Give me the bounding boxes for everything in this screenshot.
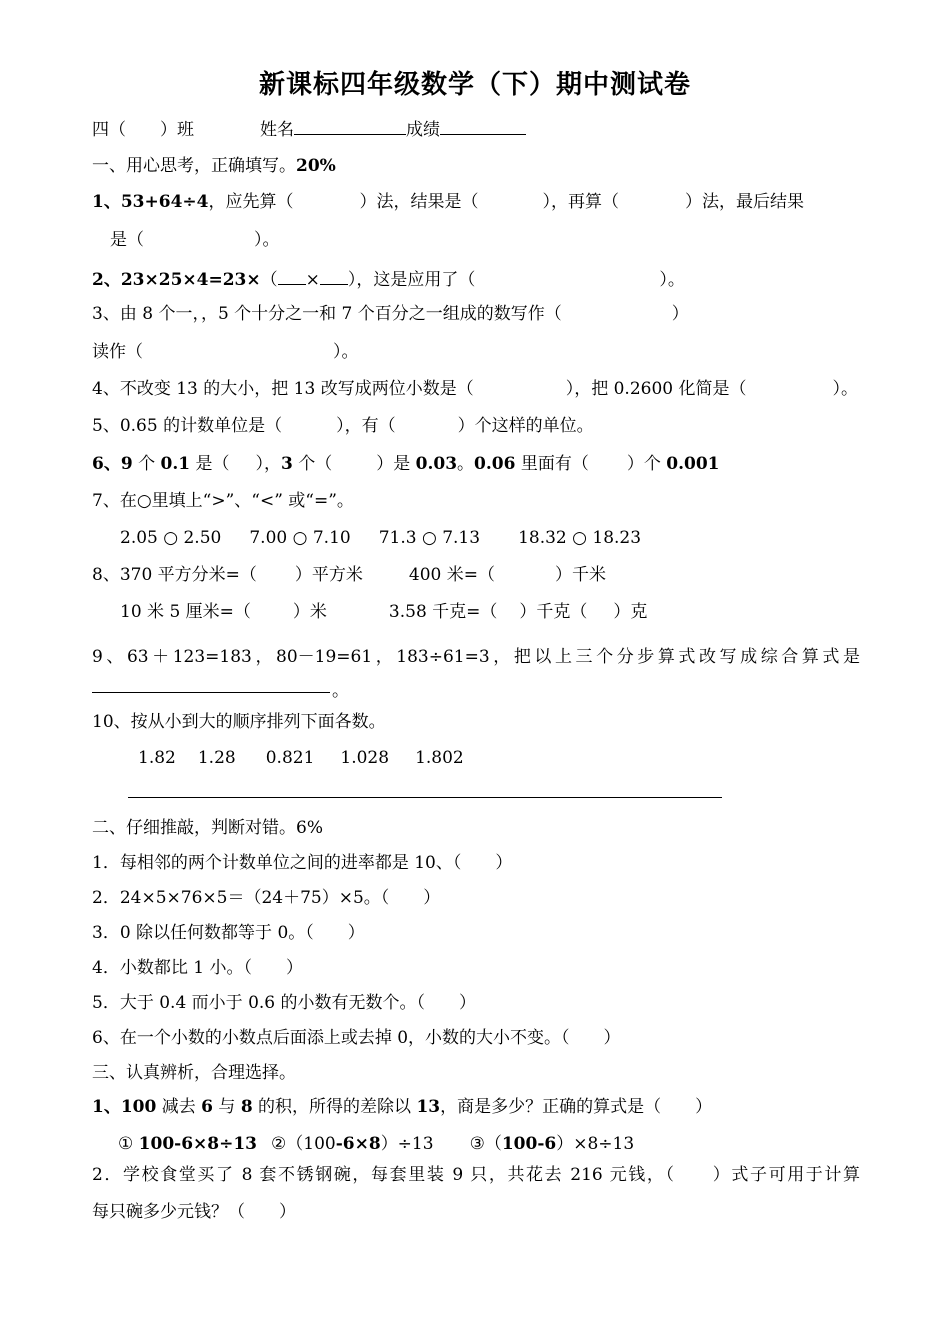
q-text: 与 xyxy=(213,1097,241,1117)
question-1-3-cont xyxy=(92,340,359,364)
option-mark: ②（100 xyxy=(271,1134,336,1154)
option-1[interactable] xyxy=(118,1134,257,1154)
section3-heading: 三、认真辨析，合理选择。 xyxy=(92,1063,296,1083)
q-text: 3、由 8 个一，，5 个十分之一和 7 个百分之一组成的数写作（ xyxy=(92,304,562,324)
q-text: × xyxy=(305,270,320,290)
q-text: ）米 xyxy=(292,602,327,622)
judge-item: 3．0 除以任何数都等于 0。（ ） xyxy=(92,923,365,943)
question-1-6 xyxy=(92,452,720,476)
q9-end: 。 xyxy=(332,681,349,701)
numbers-row xyxy=(138,746,464,770)
option-mark: ③（ xyxy=(469,1134,502,1154)
q-text: ，商是多少？正确的算式是（ ） xyxy=(440,1097,713,1117)
q-num: 1、 xyxy=(92,1097,121,1117)
q-text: 100 xyxy=(120,1097,157,1117)
q-num: 6、 xyxy=(92,454,121,474)
answer-line[interactable] xyxy=(128,797,722,798)
q-text: 6 xyxy=(201,1097,213,1117)
q-text: 是（ xyxy=(110,230,144,250)
q-expr: 23×25×4=23× xyxy=(120,270,261,290)
q-text: 8 xyxy=(240,1097,253,1117)
q-text: ）平方米 xyxy=(294,565,363,585)
q-text: 3 xyxy=(280,454,293,474)
section2-heading: 二、仔细推敲，判断对错。6% xyxy=(92,818,323,838)
option-mark: ① xyxy=(118,1134,134,1154)
name-label: 姓名 xyxy=(260,120,294,140)
number-item: 1.82 xyxy=(138,748,176,768)
number-item: 1.28 xyxy=(197,748,236,768)
q-text: ）是 xyxy=(376,454,416,474)
question-1-8 xyxy=(92,563,606,587)
number-item: 1.028 xyxy=(340,748,390,768)
q-text: 个（ xyxy=(292,454,333,474)
section1-points: 20% xyxy=(296,156,336,176)
judge-item: 4．小数都比 1 小。（ ） xyxy=(92,958,303,978)
q-text: 13 xyxy=(416,1097,441,1117)
q-text: ），有（ xyxy=(336,416,396,436)
class-prefix: 四（ xyxy=(92,120,126,140)
question-1-4 xyxy=(92,377,858,401)
choice-question-1 xyxy=(92,1095,712,1119)
q-text: ）克 xyxy=(613,602,648,622)
q-text: ） xyxy=(671,304,689,324)
q-text: ）。 xyxy=(254,230,280,250)
score-label: 成绩 xyxy=(406,120,440,140)
option-2[interactable] xyxy=(271,1134,434,1154)
class-suffix: ）班 xyxy=(160,120,194,140)
q-text: 减去 xyxy=(156,1097,202,1117)
question-1-1 xyxy=(92,190,860,214)
q-num: 1、 xyxy=(92,192,121,212)
compare-pair[interactable]: 18.32 ○ 18.23 xyxy=(518,528,642,548)
compare-pair[interactable]: 71.3 ○ 7.13 xyxy=(378,528,481,548)
q-text: ）法，最后结果 xyxy=(684,192,804,212)
q-text: 0.1 xyxy=(160,454,191,474)
question-1-2 xyxy=(92,266,685,292)
question-1-7: 7、在○里填上“>”、“<” 或“=”。 xyxy=(92,491,354,511)
name-field[interactable] xyxy=(294,116,406,135)
page-title: 新课标四年级数学（下）期中测试卷 xyxy=(258,70,691,100)
q-text: 400 米=（ xyxy=(408,565,496,585)
q-text: 的积，所得的差除以 xyxy=(252,1097,417,1117)
compare-pairs-row xyxy=(120,526,641,550)
option-text: -6×8 xyxy=(335,1134,381,1154)
option-3[interactable] xyxy=(470,1134,635,1154)
judge-item: 2．24×5×76×5＝（24＋75）×5。（ ） xyxy=(92,888,441,908)
q-text: 4、不改变 13 的大小，把 13 改写成两位小数是（ xyxy=(92,379,474,399)
option-text: ）÷13 xyxy=(380,1134,434,1154)
choice-question-2-cont: 每只碗多少元钱？（ ） xyxy=(92,1202,296,1222)
choice-question-2: 2．学校食堂买了 8 套不锈钢碗，每套里装 9 只，共花去 216 元钱，（ ）式子可用于计算 xyxy=(92,1165,860,1185)
q-text: ），把 0.2600 化简是（ xyxy=(565,379,747,399)
q-text: ）。 xyxy=(659,270,685,290)
q-text: （ xyxy=(260,270,278,290)
q-text: ）个 xyxy=(626,454,667,474)
q-text: ）。 xyxy=(333,342,359,362)
question-1-9: 9、63＋123=183，80－19=61，183÷61=3，把以上三个分步算式改写成综合算式是 xyxy=(92,647,860,667)
q-num: 2、 xyxy=(92,270,121,290)
option-text: 100-6×8÷13 xyxy=(138,1134,258,1154)
q-text: 8、370 平方分米=（ xyxy=(92,565,257,585)
compare-pair[interactable]: 2.05 ○ 2.50 xyxy=(120,528,222,548)
q-text: ），再算（ xyxy=(542,192,619,212)
q-text: 5、0.65 的计数单位是（ xyxy=(92,416,283,436)
q-text: 0.001 xyxy=(666,454,720,474)
question-1-3 xyxy=(92,302,689,326)
q-text: ），这是应用了（ xyxy=(347,270,476,290)
judge-item: 1．每相邻的两个计数单位之间的进率都是 10、（ ） xyxy=(92,853,513,873)
answer-blank[interactable] xyxy=(320,266,348,285)
q-text: ）。 xyxy=(832,379,858,399)
q-text: 0.03 xyxy=(415,454,458,474)
option-text: ）×8÷13 xyxy=(556,1134,635,1154)
question-1-1-cont xyxy=(110,228,280,252)
judge-item: 6、在一个小数的小数点后面添上或去掉 0，小数的大小不变。（ ） xyxy=(92,1028,621,1048)
question-1-5 xyxy=(92,414,594,438)
q-text: 10 米 5 厘米=（ xyxy=(120,602,251,622)
q-text: 里面有（ xyxy=(515,454,589,474)
q-text: 是（ xyxy=(190,454,230,474)
section1-heading xyxy=(92,154,336,178)
q-text: ，应先算（ xyxy=(208,192,294,212)
question-1-10: 10、按从小到大的顺序排列下面各数。 xyxy=(92,712,386,732)
compare-pair[interactable]: 7.00 ○ 7.10 xyxy=(249,528,351,548)
option-text: 100-6 xyxy=(501,1134,557,1154)
q-text: 0.06 xyxy=(474,454,516,474)
judge-item: 5．大于 0.4 而小于 0.6 的小数有无数个。（ ） xyxy=(92,993,477,1013)
q-text: ）千克（ xyxy=(519,602,588,622)
q-text: 读作（ xyxy=(92,342,143,362)
number-item: 1.802 xyxy=(415,748,464,768)
section1-heading-text: 一、用心思考，正确填写。 xyxy=(92,156,296,176)
q-expr: 53+64÷4 xyxy=(120,192,209,212)
q-text: 3.58 千克=（ xyxy=(388,602,498,622)
answer-blank[interactable] xyxy=(278,266,306,285)
q-text: 。 xyxy=(457,454,475,474)
q-text: 个 xyxy=(132,454,161,474)
question-1-8-cont xyxy=(120,600,647,624)
choice-options xyxy=(118,1132,634,1156)
score-field[interactable] xyxy=(440,116,526,135)
answer-line[interactable] xyxy=(92,692,330,693)
q-text: ）个这样的单位。 xyxy=(457,416,594,436)
q-text: ）千米 xyxy=(555,565,607,585)
q-text: 9 xyxy=(120,454,133,474)
q-text: ）， xyxy=(255,454,281,474)
q-text: ）法，结果是（ xyxy=(359,192,479,212)
number-item: 0.821 xyxy=(265,748,315,768)
student-info-row xyxy=(92,116,526,142)
